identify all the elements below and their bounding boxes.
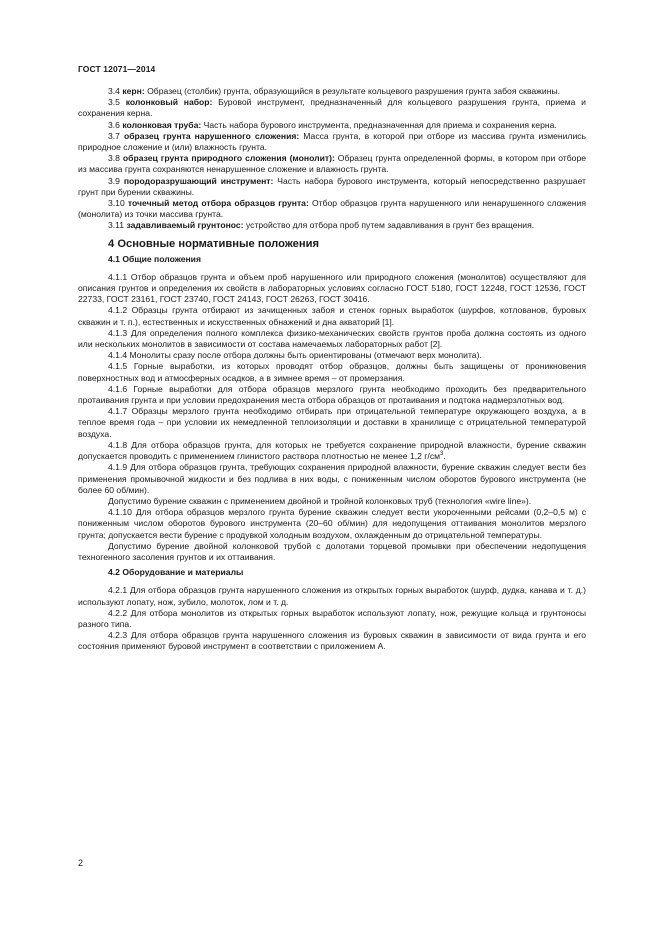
paragraph-4-1-5: 4.1.5 Горные выработки, из которых проводят отбор образцов, должны быть защищены от проникновения поверхностных вод и атмосферных осадков, а в зимнее время – от промерзания. (78, 361, 586, 383)
term-number: 3.4 (108, 86, 120, 96)
document-header: ГОСТ 12071—2014 (78, 64, 156, 74)
paragraph-group-4-2 (78, 585, 586, 652)
term-name: керн: (122, 86, 145, 96)
paragraph-4-1-10-note: Допустимо бурение двойной колонковой трубой с долотами торцевой промывки при обеспечении недопущения техногенного засоления грунтов и их оттаивания. (78, 540, 586, 562)
term-name: образец грунта нарушенного сложения: (124, 130, 300, 141)
terms-list (78, 86, 586, 232)
document-body (78, 86, 586, 653)
term-definition (78, 176, 586, 198)
term-text: устройство для отбора проб путем задавливания в грунт без вращения. (245, 220, 535, 231)
paragraph-4-2-1: 4.2.1 Для отбора образцов грунта нарушенного сложения из открытых горных выработок (шурф, дудка, канава и т. д.) используют лопату, нож, зубило, молоток, лом и т. д. (78, 585, 586, 607)
paragraph-4-1-1: 4.1.1 Отбор образцов грунта и объем проб нарушенного или природного сложения (монолитов) осуществляют для описания грунтов и определения их свойств в лабораторных условиях согласно ГОСТ 5180, ГОСТ 12248, ГОСТ 12536, ГОСТ 22733, ГОСТ 23161, ГОСТ 23740, ГОСТ 24143, ГОСТ 26263, ГОСТ 30416. (78, 271, 586, 305)
paragraph-4-2-2: 4.2.2 Для отбора монолитов из открытых горных выработок используют лопату, нож, режущие кольца и грунтоносы разного типа. (78, 607, 586, 629)
paragraph-4-1-7: 4.1.7 Образцы мерзлого грунта необходимо отбирать при отрицательной температуре окружающего воздуха, а в теплое время года – при условии их немедленной теплоизоляции и доставки в хранилище с отрицательной температурой воздуха. (78, 406, 586, 439)
term-definition (78, 120, 586, 131)
term-text: Буровой инструмент, предназначенный для кольцевого разрушения грунта, приема и сохранения керна. (78, 97, 586, 119)
term-number: 3.9 (108, 175, 120, 186)
paragraph-4-1-9: 4.1.9 Для отбора образцов грунта, требующих сохранения природной влажности, бурение скважин следует вести без применения промывочной жидкости и без подлива в них воды, с пониженным числом оборотов бурового инструмента (не более 60 об/мин). (78, 462, 586, 495)
term-definition (78, 86, 586, 97)
subsection-title-equipment: 4.2 Оборудование и материалы (108, 567, 244, 578)
term-number: 3.5 (108, 97, 120, 108)
term-number: 3.7 (108, 130, 120, 141)
paragraph-4-1-3: 4.1.3 Для определения полного комплекса физико-механических свойств грунтов проба должна состоять из одного или нескольких монолитов в зависимости от состава намечаемых лабораторных работ [2]. (78, 327, 586, 350)
paragraph-4-1-8-end: . (443, 451, 446, 462)
term-text: Масса грунта, в которой при отборе из массива грунта изменились природное сложение и (или) влажность грунта. (78, 130, 587, 153)
term-text: Отбор образцов грунта нарушенного или ненарушенного сложения (монолита) из точки массива грунта. (78, 198, 586, 220)
term-text: Образец (столбик) грунта, образующийся в результате кольцевого разрушения грунта забоя скважины. (147, 86, 561, 96)
term-definition (78, 153, 586, 175)
paragraph-4-1-10: 4.1.10 Для отбора образцов мерзлого грунта бурение скважин следует вести укороченными рейсами (0,2–0,5 м) с пониженным числом оборотов бурового инструмента (20–60 об/мин) для недопущения оттаивания монолитов мерзлого грунта; допускается вести бурение с продувкой холодным воздухом, охлажденным до отрицательной температуры. (78, 507, 586, 540)
term-name: образец грунта природного сложения (монолит): (122, 153, 335, 164)
term-name: задавливаемый грунтонос: (126, 220, 244, 231)
term-name: точечный метод отбора образцов грунта: (127, 198, 309, 209)
term-name: колонковая труба: (122, 119, 202, 130)
term-text: Часть набора бурового инструмента, который непосредственно разрушает грунт при бурении скважины. (78, 175, 586, 197)
paragraph-4-1-6: 4.1.6 Горные выработки для отбора образцов мерзлого грунта необходимо проходить без предварительного протаивания грунта и при условии предохранения места отбора образцов от протаивания и подтока надмерзлотных вод. (78, 383, 586, 406)
term-definition (78, 220, 586, 231)
term-definition (78, 97, 586, 119)
paragraph-4-1-4: 4.1.4 Монолиты сразу после отбора должны быть ориентированы (отмечают верх монолита). (108, 350, 482, 361)
term-number: 3.6 (108, 119, 120, 130)
term-number: 3.10 (108, 198, 125, 209)
term-definition (78, 131, 586, 153)
paragraph-4-1-2: 4.1.2 Образцы грунта отбирают из зачищенных забоя и стенок горных выработок (шурфов, котлованов, буровых скважин и т. п.), естественных и искусственных обнажений и дна акваторий [1]. (78, 305, 586, 327)
paragraph-4-1-9-note: Допустимо бурение скважин с применением двойной и тройной колонковых труб (технология «wire line»). (108, 495, 532, 506)
subsection-title-general: 4.1 Общие положения (108, 253, 201, 264)
paragraph (78, 272, 586, 563)
term-name: породоразрушающий инструмент: (123, 175, 274, 186)
term-text: Часть набора бурового инструмента, предназначенная для приема и сохранения керна. (203, 119, 557, 130)
section-title: 4 Основные нормативные положения (108, 237, 319, 250)
paragraph-4-1-8 (78, 440, 586, 462)
term-number: 3.8 (108, 153, 120, 164)
paragraph-4-1-8-text: 4.1.8 Для отбора образцов грунта, для которых не требуется сохранение природной влажности, бурение скважин допускается проводить с применением глинистого раствора плотностью не менее 1,2 г/см (78, 439, 586, 462)
superscript-3: 3 (440, 451, 444, 458)
term-number: 3.11 (108, 220, 125, 231)
term-name: колонковый набор: (125, 97, 213, 108)
page-number: 2 (78, 858, 84, 868)
paragraph-4-2-3: 4.2.3 Для отбора образцов грунта нарушенного сложения из буровых скважин в зависимости от вида грунта и его состояния применяют буровой инструмент в соответствии с приложением А. (78, 630, 586, 652)
term-text: Образец грунта определенной формы, в котором при отборе из массива грунта сохраняются ненарушенное сложение и влажность грунта. (78, 153, 586, 175)
term-definition (78, 198, 586, 220)
